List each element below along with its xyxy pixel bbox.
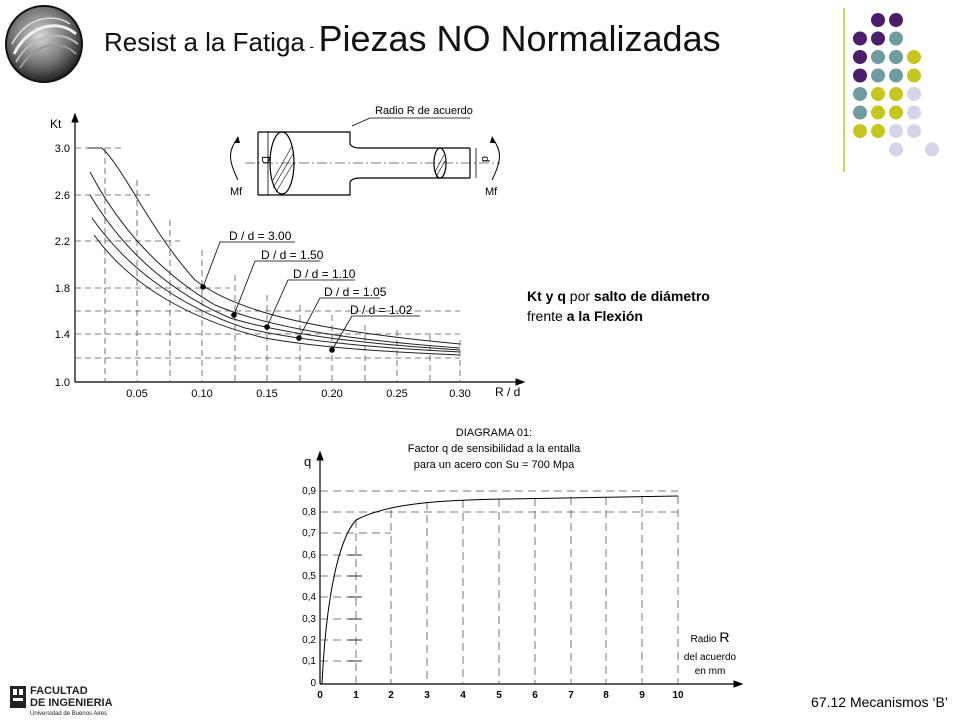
decor-dot (889, 124, 903, 138)
decor-dot (853, 124, 867, 138)
title-dash: - (309, 38, 314, 54)
curve-label-1.05: D / d = 1.05 (324, 285, 387, 299)
decor-dot (853, 87, 867, 101)
q-xlabel-acuerdo: del acuerdo (683, 652, 737, 663)
q-xtick: 2 (388, 690, 394, 701)
kt-ytick: 2.6 (54, 190, 70, 202)
q-ytick: 0,9 (302, 486, 316, 497)
curve-label-1.02: D / d = 1.02 (350, 303, 413, 317)
decor-dot (871, 124, 885, 138)
kt-xtick: 0.15 (256, 388, 278, 400)
kt-chart (30, 100, 530, 405)
decorative-dot-grid (838, 0, 960, 180)
kt-xtick: 0.10 (191, 388, 213, 400)
decor-dot (889, 69, 903, 83)
curve-label-1.50: D / d = 1.50 (261, 248, 324, 262)
kt-ytick: 1.4 (54, 329, 70, 341)
decor-dot (925, 143, 939, 157)
note-frente: frente (527, 308, 563, 324)
note-kt-q: Kt y q (527, 288, 566, 304)
note-flexion: a la Flexión (566, 308, 643, 324)
decor-dot (907, 69, 921, 83)
note-salto: salto de diámetro (593, 288, 710, 304)
kt-xtick: 0.05 (126, 388, 148, 400)
q-ytick: 0,8 (302, 507, 316, 518)
decor-dot (907, 87, 921, 101)
curve-label-1.10: D / d = 1.10 (293, 267, 356, 281)
decor-dot (889, 106, 903, 120)
logo-line3: Universidad de Buenos Aires (30, 711, 108, 717)
decor-dot (907, 50, 921, 64)
stepped-shaft-sketch (230, 105, 500, 198)
q-xtick: 8 (603, 690, 609, 701)
kt-axis-label: Kt (50, 117, 62, 131)
q-xtick: 9 (639, 690, 645, 701)
q-xtick: 6 (532, 690, 538, 701)
q-chart-title3: para un acero con Su = 700 Mpa (413, 459, 575, 471)
q-chart (286, 420, 746, 720)
dim-d: d (479, 156, 491, 163)
logo-line2: DE INGENIERIA (30, 697, 113, 709)
q-ytick: 0,7 (302, 528, 316, 539)
title-part2: Piezas NO Normalizadas (318, 18, 721, 59)
shaft-photo-logo (4, 4, 84, 84)
decor-dot (871, 50, 885, 64)
kt-ytick: 1.8 (54, 283, 70, 295)
decor-dot (871, 13, 885, 27)
q-axis-label: q (304, 454, 312, 469)
decor-dot (889, 143, 903, 157)
decor-dot (889, 32, 903, 46)
decor-dot (853, 32, 867, 46)
decor-dot (853, 50, 867, 64)
kt-ytick: 3.0 (54, 143, 70, 155)
q-ytick: 0,2 (302, 635, 316, 646)
rd-axis-label: R / d (495, 385, 521, 399)
dim-D: D (259, 156, 271, 164)
page-title (104, 18, 721, 60)
q-xtick: 5 (496, 690, 502, 701)
q-ytick: 0,4 (302, 592, 316, 603)
footer-course: 67.12 Mecanismos ‘B’ (811, 694, 948, 710)
title-part1: Resist a la Fatiga (104, 27, 305, 57)
q-chart-title2: Factor q de sensibilidad a la entalla (407, 443, 581, 455)
decor-dot (871, 106, 885, 120)
decor-dot (889, 50, 903, 64)
faculty-logo (8, 680, 148, 718)
q-xtick: 1 (353, 690, 359, 701)
curve-label-3.00: D / d = 3.00 (229, 229, 292, 243)
decor-dot (889, 13, 903, 27)
note-por: por (569, 288, 591, 304)
kt-ytick: 2.2 (54, 236, 70, 248)
q-xtick: 7 (568, 690, 574, 701)
decor-dot (871, 69, 885, 83)
decor-dot (853, 106, 867, 120)
kt-xtick: 0.20 (321, 388, 343, 400)
decor-dot (871, 32, 885, 46)
q-ytick: 0 (310, 678, 316, 689)
q-xlabel-radio (690, 629, 729, 645)
shaft-callout: Radio R de acuerdo (375, 105, 473, 117)
q-xtick: 3 (424, 690, 430, 701)
q-xlabel-mm: en mm (694, 666, 726, 677)
kt-xtick: 0.30 (449, 388, 471, 400)
moment-left: Mf (230, 186, 243, 198)
q-ytick: 0,6 (302, 550, 316, 561)
faculty-emblem-icon (10, 686, 26, 708)
q-ytick: 0,3 (302, 614, 316, 625)
decor-dot (889, 87, 903, 101)
decor-dot (907, 106, 921, 120)
kt-ytick: 1.0 (54, 377, 70, 389)
decor-dot (907, 124, 921, 138)
kt-xtick: 0.25 (386, 388, 408, 400)
moment-right: Mf (485, 186, 498, 198)
q-xtick: 10 (672, 690, 684, 701)
q-chart-title1: DIAGRAMA 01: (455, 427, 533, 439)
decor-dot (871, 87, 885, 101)
q-xtick: 4 (460, 690, 466, 701)
q-xlabel-radio-text: Radio (690, 634, 717, 645)
logo-line1: FACULTAD (30, 685, 88, 697)
q-ytick: 0,1 (302, 656, 316, 667)
q-ytick: 0,5 (302, 571, 316, 582)
decor-dot (853, 69, 867, 83)
q-xtick: 0 (317, 690, 323, 701)
note-text (527, 286, 710, 326)
q-xlabel-R: R (719, 629, 730, 645)
q-curve (322, 496, 678, 684)
